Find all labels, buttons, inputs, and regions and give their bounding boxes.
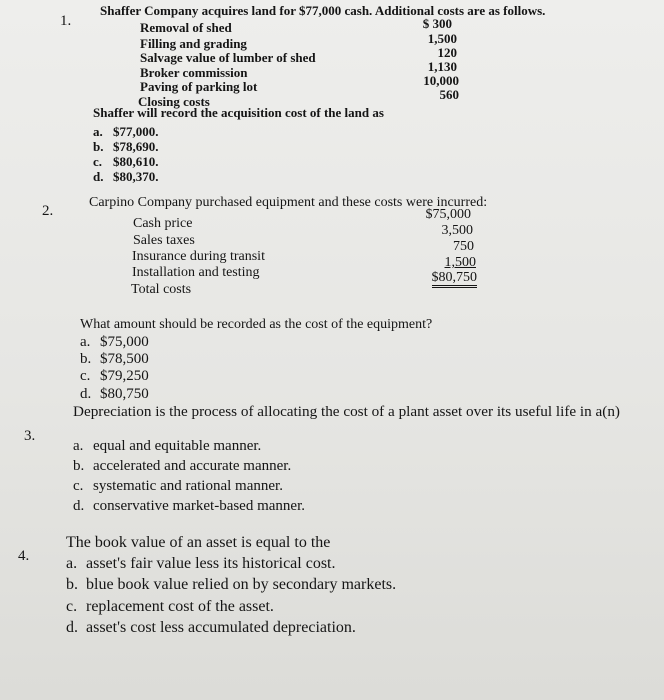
option-c[interactable] [73, 478, 283, 495]
option-letter: d. [93, 169, 104, 184]
q2-total-label: Total costs [131, 282, 192, 297]
option-a[interactable] [73, 438, 261, 455]
option-letter: c. [73, 478, 84, 494]
option-c[interactable] [66, 598, 274, 616]
q1-cost-amount: 560 [439, 87, 459, 102]
question-1-stem: Shaffer Company acquires land for $77,000 cash. Additional costs are as follows. [100, 3, 546, 18]
option-text: systematic and rational manner. [93, 478, 283, 494]
option-text: conservative market-based manner. [93, 498, 305, 514]
q1-cost-label: Paving of parking lot [140, 79, 258, 94]
question-1-prompt: Shaffer will record the acquisition cost of the land as [93, 105, 384, 120]
question-2-stem: Carpino Company purchased equipment and these costs were incurred: [89, 195, 488, 210]
q2-cost-amount: 3,500 [441, 223, 473, 238]
question-3-number: 3. [24, 428, 36, 444]
option-letter: c. [66, 598, 78, 615]
option-b[interactable] [73, 458, 291, 475]
q2-cost-amount: $75,000 [425, 207, 471, 222]
q2-cost-label: Sales taxes [133, 233, 195, 248]
option-a[interactable] [66, 555, 336, 573]
q1-cost-amount: 10,000 [423, 73, 459, 88]
option-letter: b. [93, 139, 104, 154]
question-4-stem: The book value of an asset is equal to the [66, 534, 331, 551]
option-text: $77,000. [113, 124, 159, 139]
option-text: $80,610. [113, 154, 159, 169]
question-2-prompt: What amount should be recorded as the cost of the equipment? [80, 317, 433, 332]
q2-cost-label: Insurance during transit [132, 249, 265, 264]
q2-cost-amount: 750 [453, 239, 474, 254]
option-text: $80,370. [113, 169, 159, 184]
option-c[interactable] [80, 368, 149, 385]
option-letter: b. [66, 576, 78, 593]
q2-cost-label: Cash price [133, 216, 193, 231]
option-letter: a. [93, 124, 103, 139]
q1-cost-label: Broker commission [140, 65, 248, 80]
option-d[interactable] [93, 170, 159, 184]
q2-cost-amount: 1,500 [444, 255, 476, 270]
option-d[interactable] [73, 498, 305, 515]
option-letter: a. [80, 334, 91, 350]
option-text: asset's cost less accumulated depreciation. [86, 619, 356, 636]
option-b[interactable] [93, 140, 159, 154]
q1-cost-amount: $ 300 [422, 16, 452, 31]
q1-cost-label: Removal of shed [140, 20, 232, 35]
option-letter: d. [66, 619, 78, 636]
option-text: $80,750 [100, 386, 149, 402]
option-letter: d. [80, 386, 92, 402]
option-text: equal and equitable manner. [93, 438, 262, 454]
option-text: $79,250 [100, 368, 149, 384]
question-4-number: 4. [18, 548, 30, 564]
option-text: accelerated and accurate manner. [93, 458, 292, 474]
option-b[interactable] [80, 351, 149, 368]
option-letter: a. [73, 438, 84, 454]
q2-cost-label: Installation and testing [132, 265, 260, 280]
option-text: blue book value relied on by secondary markets. [86, 576, 397, 593]
option-d[interactable] [66, 619, 356, 637]
q1-cost-amount: 120 [437, 45, 457, 60]
question-3-stem: Depreciation is the process of allocating the cost of a plant asset over its useful life in a(n) [73, 403, 620, 420]
option-d[interactable] [80, 386, 149, 403]
q1-cost-amount: 1,500 [427, 31, 457, 46]
option-letter: b. [73, 458, 85, 474]
option-text: $78,690. [113, 139, 159, 154]
option-b[interactable] [66, 576, 396, 594]
option-text: $78,500 [100, 351, 149, 367]
q1-cost-label: Salvage value of lumber of shed [140, 50, 316, 65]
option-a[interactable] [80, 334, 149, 351]
option-text: asset's fair value less its historical cost. [86, 555, 336, 572]
option-text: $75,000 [100, 334, 149, 350]
option-letter: d. [73, 498, 85, 514]
question-2-number: 2. [42, 203, 54, 219]
question-1-number: 1. [60, 13, 72, 29]
option-letter: b. [80, 351, 92, 367]
q2-total-amount: $80,750 [432, 270, 478, 288]
option-letter: a. [66, 555, 78, 572]
q1-cost-label: Closing costs [138, 94, 210, 109]
q1-cost-label: Filling and grading [140, 36, 247, 51]
option-text: replacement cost of the asset. [86, 598, 274, 615]
q1-cost-amount: 1,130 [427, 59, 457, 74]
option-letter: c. [93, 154, 103, 169]
option-c[interactable] [93, 155, 159, 169]
option-letter: c. [80, 368, 91, 384]
option-a[interactable] [93, 125, 159, 139]
